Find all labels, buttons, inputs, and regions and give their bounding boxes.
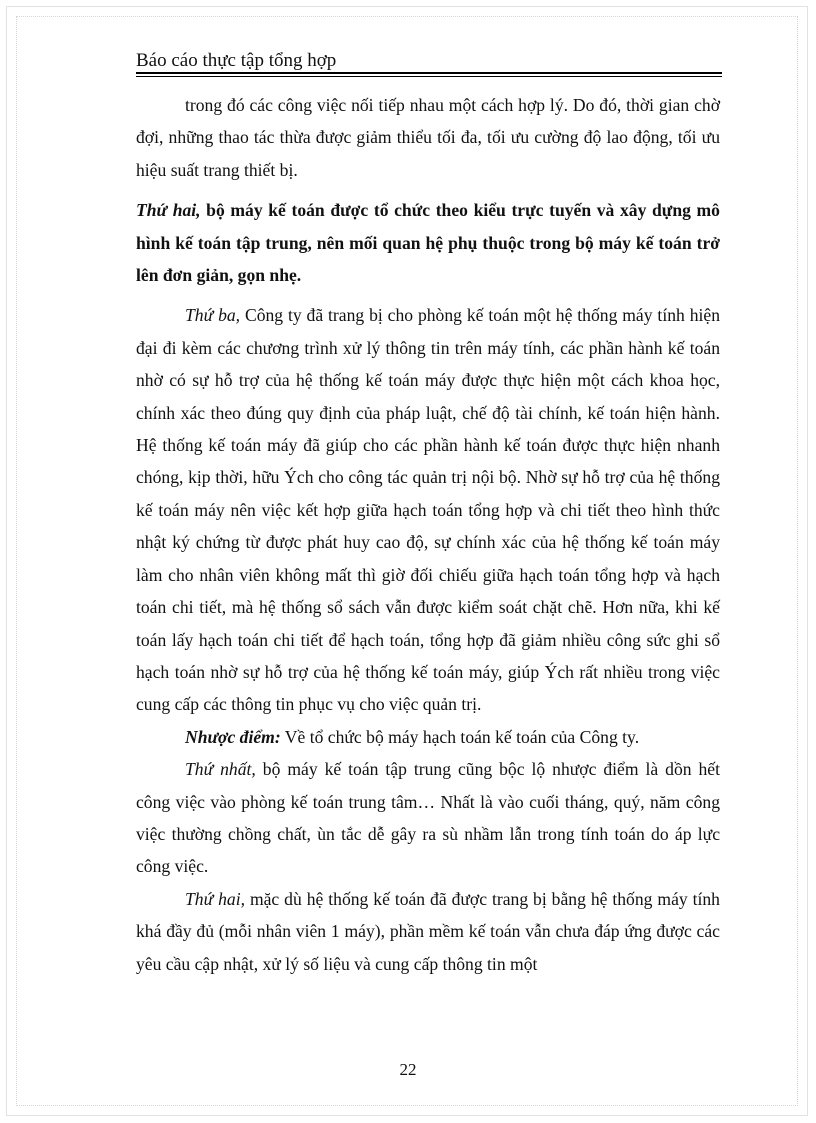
paragraph-5-lead: Thứ nhất,: [185, 759, 256, 780]
paragraph-5-body: bộ máy kế toán tập trung cũng bộc lộ nhược điểm là dồn hết công việc vào phòng kế toán trung tâm… Nhất là vào cuối tháng, quý, năm công việc thường chồng chất, ùn tắc dễ gây ra sù nhầm lẫn trong tính toán do áp lực công việc.: [136, 759, 720, 877]
paragraph-6-lead: Thứ hai,: [185, 888, 245, 909]
paragraph-4-lead: Nhược điểm:: [185, 726, 281, 747]
paragraph-2: [136, 194, 720, 291]
paragraph-2-lead: Thứ hai,: [136, 200, 201, 221]
paragraph-3-lead: Thứ ba,: [185, 305, 241, 326]
paragraph-4-body: Về tổ chức bộ máy hạch toán kế toán của Công ty.: [280, 726, 640, 747]
paragraph-6-body: mặc dù hệ thống kế toán đã được trang bị bằng hệ thống máy tính khá đầy đủ (mỗi nhân viên 1 máy), phần mềm kế toán vẫn chưa đáp ứng được các yêu cầu cập nhật, xử lý số liệu và cung cấp thông tin một: [136, 888, 720, 974]
page-header: [136, 50, 722, 76]
header-rule-thin: [136, 76, 722, 77]
paragraph-2-body: bộ máy kế toán được tổ chức theo kiểu trực tuyến và xây dựng mô hình kế toán tập trung, nên mối quan hệ phụ thuộc trong bộ máy kế toán trở lên đơn giản, gọn nhẹ.: [136, 200, 720, 286]
header-title: Báo cáo thực tập tổng hợp: [136, 50, 337, 71]
paragraph-6: [136, 883, 720, 980]
header-rule-thick: [136, 72, 722, 74]
paragraph-3: [136, 299, 720, 720]
paragraph-3-body: Công ty đã trang bị cho phòng kế toán một hệ thống máy tính hiện đại đi kèm các chương trình xử lý thông tin trên máy tính, các phần hành kế toán nhờ có sự hỗ trợ của hệ thống kế toán máy được thực hiện một cách khoa học, chính xác theo đúng quy định của pháp luật, chế độ tài chính, kế toán hiện hành. Hệ thống kế toán máy đã giúp cho các phần hành kế toán được thực hiện nhanh chóng, kịp thời, hữu Ých cho công tác quản trị nội bộ. Nhờ sự hỗ trợ của hệ thống kế toán máy nên việc kết hợp giữa hạch toán tổng hợp và chi tiết theo hình thức nhật ký chứng từ được phát huy cao độ, sự chính xác của hệ thống kế toán máy làm cho nhân viên không mất thì giờ đối chiếu giữa hạch toán tổng hợp và hạch toán chi tiết, mà hệ thống sổ sách vẫn được kiểm soát chặt chẽ. Hơn nữa, khi kế toán lấy hạch toán chi tiết để hạch toán, tổng hợp đã giảm nhiều công sức ghi sổ hạch toán nhờ sự hỗ trợ của hệ thống kế toán máy, giúp Ých rất nhiều trong việc cung cấp các thông tin phục vụ cho việc quản trị.: [136, 305, 720, 715]
paragraph-1: trong đó các công việc nối tiếp nhau một cách hợp lý. Do đó, thời gian chờ đợi, những thao tác thừa được giảm thiểu tối đa, tối ưu cường độ lao động, tối ưu hiệu suất trang thiết bị.: [136, 95, 720, 180]
page-number: 22: [399, 1060, 417, 1079]
document-body: [136, 89, 720, 980]
paragraph-5: [136, 753, 720, 883]
paragraph-4: [136, 721, 720, 753]
